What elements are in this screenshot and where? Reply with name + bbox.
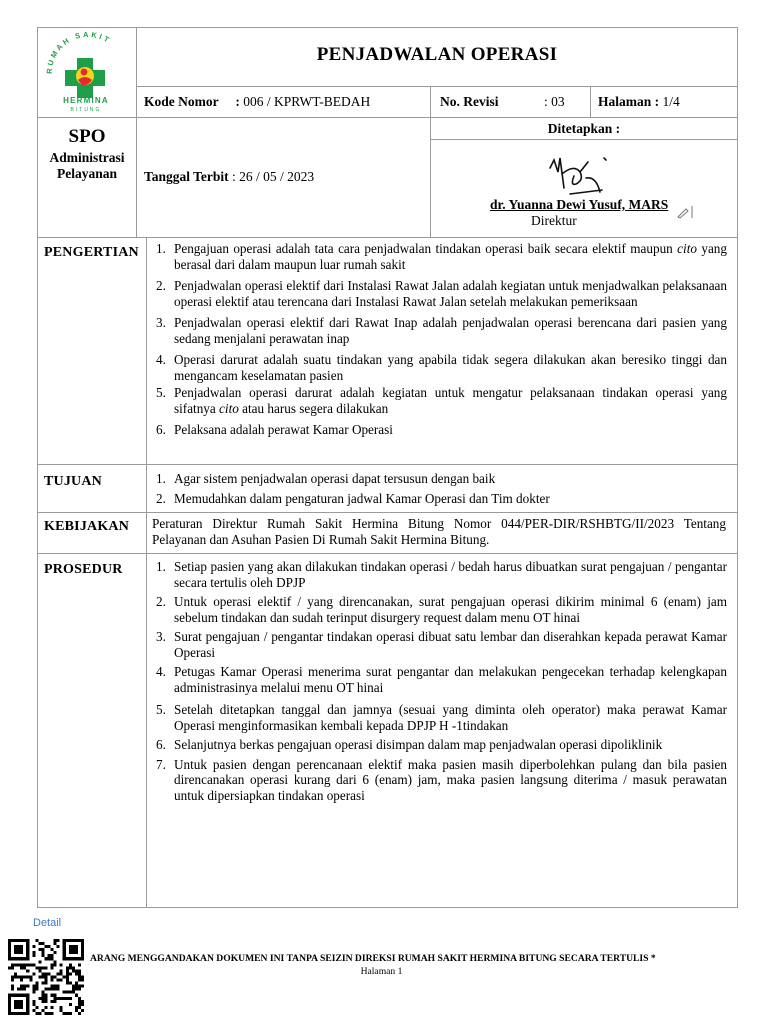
list-item: 4. Operasi darurat adalah suatu tindakan yang apabila tidak segera dilakukan akan beresiko tinggi dan mengancam keselamatan pasien [156,352,727,383]
qr-module [20,985,23,988]
qr-module [32,991,35,994]
terbit-label: Tanggal Terbit [144,169,229,184]
qr-module [75,969,78,972]
qr-module [38,1012,41,1015]
qr-module [51,954,54,957]
qr-module [38,966,41,969]
qr-module [81,985,84,988]
qr-module [48,957,51,960]
qr-module [51,985,54,988]
qr-module [78,975,81,978]
qr-finder [14,945,23,954]
kode-value: 006 / KPRWT-BEDAH [243,94,371,109]
qr-module [32,951,35,954]
qr-module [60,963,63,966]
qr-module [54,975,57,978]
qr-module [57,939,60,942]
qr-module [41,972,44,975]
list-item: 2. Memudahkan dalam pengaturan jadwal Kamar Operasi dan Tim dokter [156,490,550,506]
qr-module [38,960,41,963]
signature [540,150,620,200]
logo-name: HERMINA [63,96,109,105]
qr-module [54,960,57,963]
qr-module [41,942,44,945]
qr-module [78,1003,81,1006]
qr-module [75,1009,78,1012]
qr-module [32,954,35,957]
qr-module [54,985,57,988]
qr-module [81,1000,84,1003]
qr-module [69,997,72,1000]
qr-module [81,975,84,978]
qr-module [44,979,47,982]
qr-module [44,966,47,969]
qr-module [69,966,72,969]
qr-module [54,1000,57,1003]
list-item: 3. Surat pengajuan / pengantar tindakan operasi dibuat satu lembar dan diserahkan kepada perawat Kamar Operasi [156,629,727,660]
detail-link[interactable]: Detail [33,917,62,929]
qr-module [78,988,81,991]
qr-module [75,1006,78,1009]
tanggal-terbit [144,169,314,185]
qr-module [69,1012,72,1015]
pengertian-label: PENGERTIAN [44,245,139,260]
qr-module [35,966,38,969]
qr-module [41,997,44,1000]
qr-module [54,994,57,997]
pengertian-list [150,241,727,438]
qr-module [41,975,44,978]
qr-module [81,1009,84,1012]
qr-module [60,969,63,972]
qr-module [44,994,47,997]
qr-module [57,945,60,948]
qr-module [78,1012,81,1015]
qr-module [75,972,78,975]
qr-module [78,972,81,975]
qr-module [72,991,75,994]
kode-label: Kode Nomor [144,94,219,109]
qr-module [8,966,11,969]
list-item: 1. Setiap pasien yang akan dilakukan tindakan operasi / bedah harus dibuatkan surat pengajuan / pengantar secara tertulis oleh DPJP [156,559,727,590]
qr-module [66,979,69,982]
qr-module [35,1012,38,1015]
qr-module [44,1000,47,1003]
qr-module [75,988,78,991]
qr-module [60,1006,63,1009]
qr-module [48,988,51,991]
kebijakan-label: KEBIJAKAN [44,519,130,534]
qr-module [20,979,23,982]
qr-module [60,997,63,1000]
qr-module [41,1009,44,1012]
unit-line2: Pelayanan [56,166,117,181]
prosedur-label: PROSEDUR [44,562,123,577]
qr-module [66,966,69,969]
qr-module [11,966,14,969]
qr-module [17,975,20,978]
qr-module [75,985,78,988]
qr-module [26,963,29,966]
qr-module [51,966,54,969]
qr-module [41,954,44,957]
document-title: PENJADWALAN OPERASI [316,44,558,65]
qr-module [23,985,26,988]
qr-module [60,979,63,982]
qr-module [51,963,54,966]
qr-module [41,1000,44,1003]
qr-module [41,994,44,997]
list-item: 7. Untuk pasien dengan perencanaan elektif maka pasien masih diperbolehkan pulang dan bila pasien direncanakan operasi kurang dari 6 (enam) jam, maka pasien langsung diterima / masuk perawatan untuk dipersiapkan tindakan operasi [156,756,727,803]
qr-module [66,975,69,978]
qr-module [26,975,29,978]
qr-module [57,997,60,1000]
qr-module [51,948,54,951]
signer-name: dr. Yuanna Dewi Yusuf, MARS [490,197,669,212]
qr-module [51,979,54,982]
terbit-value: : 26 / 05 / 2023 [232,169,315,184]
qr-module [41,982,44,985]
qr-module [75,994,78,997]
qr-module [41,948,44,951]
qr-module [78,1000,81,1003]
qr-module [69,972,72,975]
halaman [598,94,680,110]
hospital-logo [38,28,136,114]
qr-module [29,979,32,982]
qr-module [32,985,35,988]
qr-module [69,1003,72,1006]
halaman-value: 1/4 [662,94,680,109]
qr-module [48,1012,51,1015]
signer-role: Direktur [531,213,577,228]
list-item: 1. Agar sistem penjadwalan operasi dapat tersusun dengan baik [156,471,496,486]
kebijakan-text: Peraturan Direktur Rumah Sakit Hermina Bitung Nomor 044/PER-DIR/RSHBTG/II/2023 Tentang Pelayanan dan Asuhan Pasien Di Rumah Sakit Hermina Bitung. [152,516,726,547]
qr-module [69,991,72,994]
qr-module [11,985,14,988]
qr-module [51,1000,54,1003]
qr-module [35,939,38,942]
logo-branch: BITUNG [70,107,102,113]
tujuan-list [150,471,727,506]
qr-module [78,963,81,966]
qr-module [78,997,81,1000]
qr-module [81,979,84,982]
qr-module [32,972,35,975]
qr-module [54,997,57,1000]
qr-module [38,997,41,1000]
revisi-label: No. Revisi [440,94,499,109]
qr-module [78,969,81,972]
qr-module [20,966,23,969]
qr-module [44,975,47,978]
qr-module [20,963,23,966]
qr-module [66,1012,69,1015]
qr-module [26,985,29,988]
revisi-value: : 03 [544,94,565,109]
qr-module [41,991,44,994]
qr-module [32,945,35,948]
qr-module [44,1006,47,1009]
qr-module [81,1003,84,1006]
qr-module [57,985,60,988]
qr-module [11,975,14,978]
qr-module [72,969,75,972]
qr-module [38,942,41,945]
qr-module [38,969,41,972]
list-item: 2. Untuk operasi elektif / yang direncanakan, surat pengajuan operasi dikirim minimal 6 (enam) jam sebelum tindakan dan sudah terinput disurgery request dalam menu OT hinai [156,594,727,625]
qr-module [38,975,41,978]
qr-module [44,957,47,960]
qr-module [63,975,66,978]
list-item: 5. Setelah ditetapkan tanggal dan jamnya (sesuai yang diminta oleh operator) maka perawat Kamar Operasi menginformasikan kembali kepada DPJP H -1tindakan [156,702,727,733]
qr-module [44,988,47,991]
qr-module [48,945,51,948]
qr-module [54,951,57,954]
qr-module [51,957,54,960]
list-item: 1. Pengajuan operasi adalah tata cara penjadwalan tindakan operasi baik secara elektif maupun cito yang berasal dari dalam maupun luar rumah sakit [156,241,727,272]
list-item: 6. Pelaksana adalah perawat Kamar Operasi [156,422,393,437]
qr-module [32,1003,35,1006]
ditetapkan-label: Ditetapkan : [547,121,621,136]
copy-warning: ARANG MENGGANDAKAN DOKUMEN INI TANPA SEIZIN DIREKSI RUMAH SAKIT HERMINA BITUNG SECARA TERTULIS * [90,953,656,964]
qr-module [14,975,17,978]
medical-cross-icon [65,58,105,98]
qr-finder [14,1000,23,1009]
qr-module [35,985,38,988]
qr-module [26,969,29,972]
qr-module [32,988,35,991]
logo-arc-text: RUMAH SAKIT [44,29,113,75]
qr-module [66,997,69,1000]
qr-module [57,988,60,991]
qr-module [60,1009,63,1012]
qr-module [29,963,32,966]
qr-module [32,963,35,966]
qr-module [44,1012,47,1015]
qr-module [20,988,23,991]
qr-module [69,963,72,966]
qr-module [38,948,41,951]
qr-module [66,982,69,985]
qr-module [14,963,17,966]
edit-pen-icon[interactable] [676,205,694,219]
qr-module [41,951,44,954]
qr-module [72,966,75,969]
qr-module [44,997,47,1000]
list-item: 2. Penjadwalan operasi elektif dari Instalasi Rawat Jalan adalah kegiatan untuk menjadwalkan pelaksanaan operasi elektif atau terencana dari Instalasi Rawat Jalan setelah melakukan pemeriksaan [156,278,727,309]
list-item: 5. Penjadwalan operasi darurat adalah kegiatan untuk mengatur pelaksanaan tindakan operasi yang sifatnya cito atau harus segera dilakukan [156,385,727,416]
page-number: Halaman 1 [360,966,403,977]
list-item: 6. Selanjutnya berkas pengajuan operasi disimpan dalam map penjadwalan operasi dipoliklinik [156,737,663,752]
qr-module [23,963,26,966]
qr-module [69,982,72,985]
qr-module [66,969,69,972]
qr-module [32,1009,35,1012]
qr-module [54,942,57,945]
qr-module [17,963,20,966]
qr-module [11,988,14,991]
qr-module [63,1012,66,1015]
prosedur-list [150,559,727,803]
qr-module [35,982,38,985]
halaman-label: Halaman : [598,94,660,109]
qr-module [51,988,54,991]
qr-module [11,963,14,966]
qr-module [63,991,66,994]
qr-module [23,975,26,978]
spo-label: SPO [68,126,106,147]
kode-nomor [144,94,370,110]
qr-module [48,954,51,957]
qr-module [20,975,23,978]
qr-module [32,1000,35,1003]
qr-module [72,988,75,991]
qr-module [63,997,66,1000]
qr-module [78,1006,81,1009]
qr-module [66,991,69,994]
qr-module [75,982,78,985]
qr-module [35,1006,38,1009]
unit-line1: Administrasi [49,150,125,165]
qr-finder [69,945,78,954]
qr-module [11,979,14,982]
qr-module [23,966,26,969]
list-item: 4. Petugas Kamar Operasi menerima surat pengantar dan melakukan pengecekan terhadap kelengkapan administrasinya melalui menu OT hinai [156,664,727,695]
qr-module [66,972,69,975]
qr-module [44,972,47,975]
qr-module [54,963,57,966]
qr-module [41,966,44,969]
qr-module [60,972,63,975]
qr-module [57,972,60,975]
tujuan-label: TUJUAN [44,474,102,489]
qr-module [17,988,20,991]
qr-module [44,945,47,948]
qr-module [78,979,81,982]
qr-module [51,975,54,978]
qr-code [8,939,84,1015]
qr-module [78,985,81,988]
qr-module [29,975,32,978]
qr-module [35,988,38,991]
qr-module [54,988,57,991]
qr-module [23,988,26,991]
qr-module [72,985,75,988]
qr-module [48,972,51,975]
kode-sep: : [235,94,240,109]
qr-module [51,1006,54,1009]
qr-module [14,972,17,975]
qr-module [51,994,54,997]
list-item: 3. Penjadwalan operasi elektif dari Rawat Inap adalah penjadwalan operasi berencana dari pasien yang sedang menjalani perawatan inap [156,315,727,346]
qr-module [51,1012,54,1015]
qr-module [44,982,47,985]
qr-module [57,979,60,982]
qr-module [54,939,57,942]
